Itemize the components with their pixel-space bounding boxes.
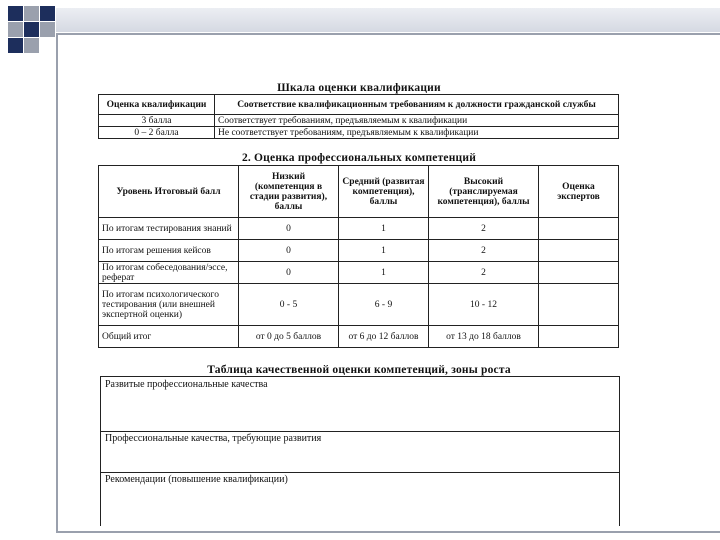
qualitative-section [101,431,619,473]
document-page [98,70,620,525]
competency-value-cell [539,262,619,284]
competency-label-cell: По итогам тестирования знаний [99,218,239,240]
qualification-score-cell: 0 – 2 балла [99,127,215,139]
competency-value-cell [539,326,619,348]
competency-value-cell: 2 [429,262,539,284]
competency-header-cell: Уровень Итоговый балл [99,166,239,218]
competency-value-cell [539,218,619,240]
top-bar [56,8,720,32]
qualitative-title: Таблица качественной оценки компетенций, зоны роста [207,364,511,376]
competency-value-cell: 0 - 5 [239,284,339,326]
qualitative-section [101,377,619,432]
qualitative-section-label: Развитые профессиональные качества [105,379,268,390]
qualitative-section [101,472,619,526]
competency-value-cell: 0 [239,240,339,262]
competency-label-cell: По итогам собеседования/эссе, реферат [99,262,239,284]
competency-value-cell: 1 [339,262,429,284]
table-row [99,284,619,326]
qualification-header-cell: Оценка квалификации [99,95,215,115]
competency-header-cell: Высокий (транслируемая компетенция), баллы [429,166,539,218]
competency-header-cell: Средний (развитая компетенция), баллы [339,166,429,218]
table-row [99,218,619,240]
decorative-square [8,6,23,21]
bottom-rule [56,531,720,533]
competency-value-cell: 1 [339,240,429,262]
competency-header-cell: Низкий (компетенция в стадии развития), баллы [239,166,339,218]
decorative-square [24,6,39,21]
competencies-table [98,165,619,348]
competency-value-cell: от 6 до 12 баллов [339,326,429,348]
competency-label-cell: По итогам решения кейсов [99,240,239,262]
competency-value-cell: 0 [239,262,339,284]
competency-value-cell: 1 [339,218,429,240]
qualification-score-cell: 3 балла [99,115,215,127]
decorative-square [8,38,23,53]
decorative-square [40,22,55,37]
decorative-square [24,22,39,37]
competency-value-cell: 10 - 12 [429,284,539,326]
competency-value-cell: 0 [239,218,339,240]
qualification-desc-cell: Соответствует требованиям, предъявляемым к квалификации [215,115,619,127]
qualification-scale-table [98,94,619,139]
competency-value-cell: 6 - 9 [339,284,429,326]
decorative-square [40,6,55,21]
top-rule [56,33,720,35]
competency-value-cell: от 0 до 5 баллов [239,326,339,348]
qualification-header-cell: Соответствие квалификационным требованиям к должности гражданской службы [215,95,619,115]
competency-value-cell [539,284,619,326]
competency-label-cell: Общий итог [99,326,239,348]
competency-label-cell: По итогам психологического тестирования (или внешней экспертной оценки) [99,284,239,326]
competency-header-cell: Оценка экспертов [539,166,619,218]
decorative-square [8,22,23,37]
qualitative-section-label: Профессиональные качества, требующие развития [105,433,322,444]
competency-value-cell: 2 [429,240,539,262]
table-row [99,240,619,262]
qualification-scale-title: Шкала оценки квалификации [277,82,441,94]
table-row [99,326,619,348]
competency-value-cell: 2 [429,218,539,240]
competencies-title: 2. Оценка профессиональных компетенций [241,152,477,164]
left-rule [56,33,58,533]
qualitative-box [100,376,620,526]
competency-value-cell [539,240,619,262]
competency-value-cell: от 13 до 18 баллов [429,326,539,348]
qualification-desc-cell: Не соответствует требованиям, предъявляемым к квалификации [215,127,619,139]
qualitative-section-label: Рекомендации (повышение квалификации) [105,474,288,485]
table-row [99,262,619,284]
decorative-square [24,38,39,53]
